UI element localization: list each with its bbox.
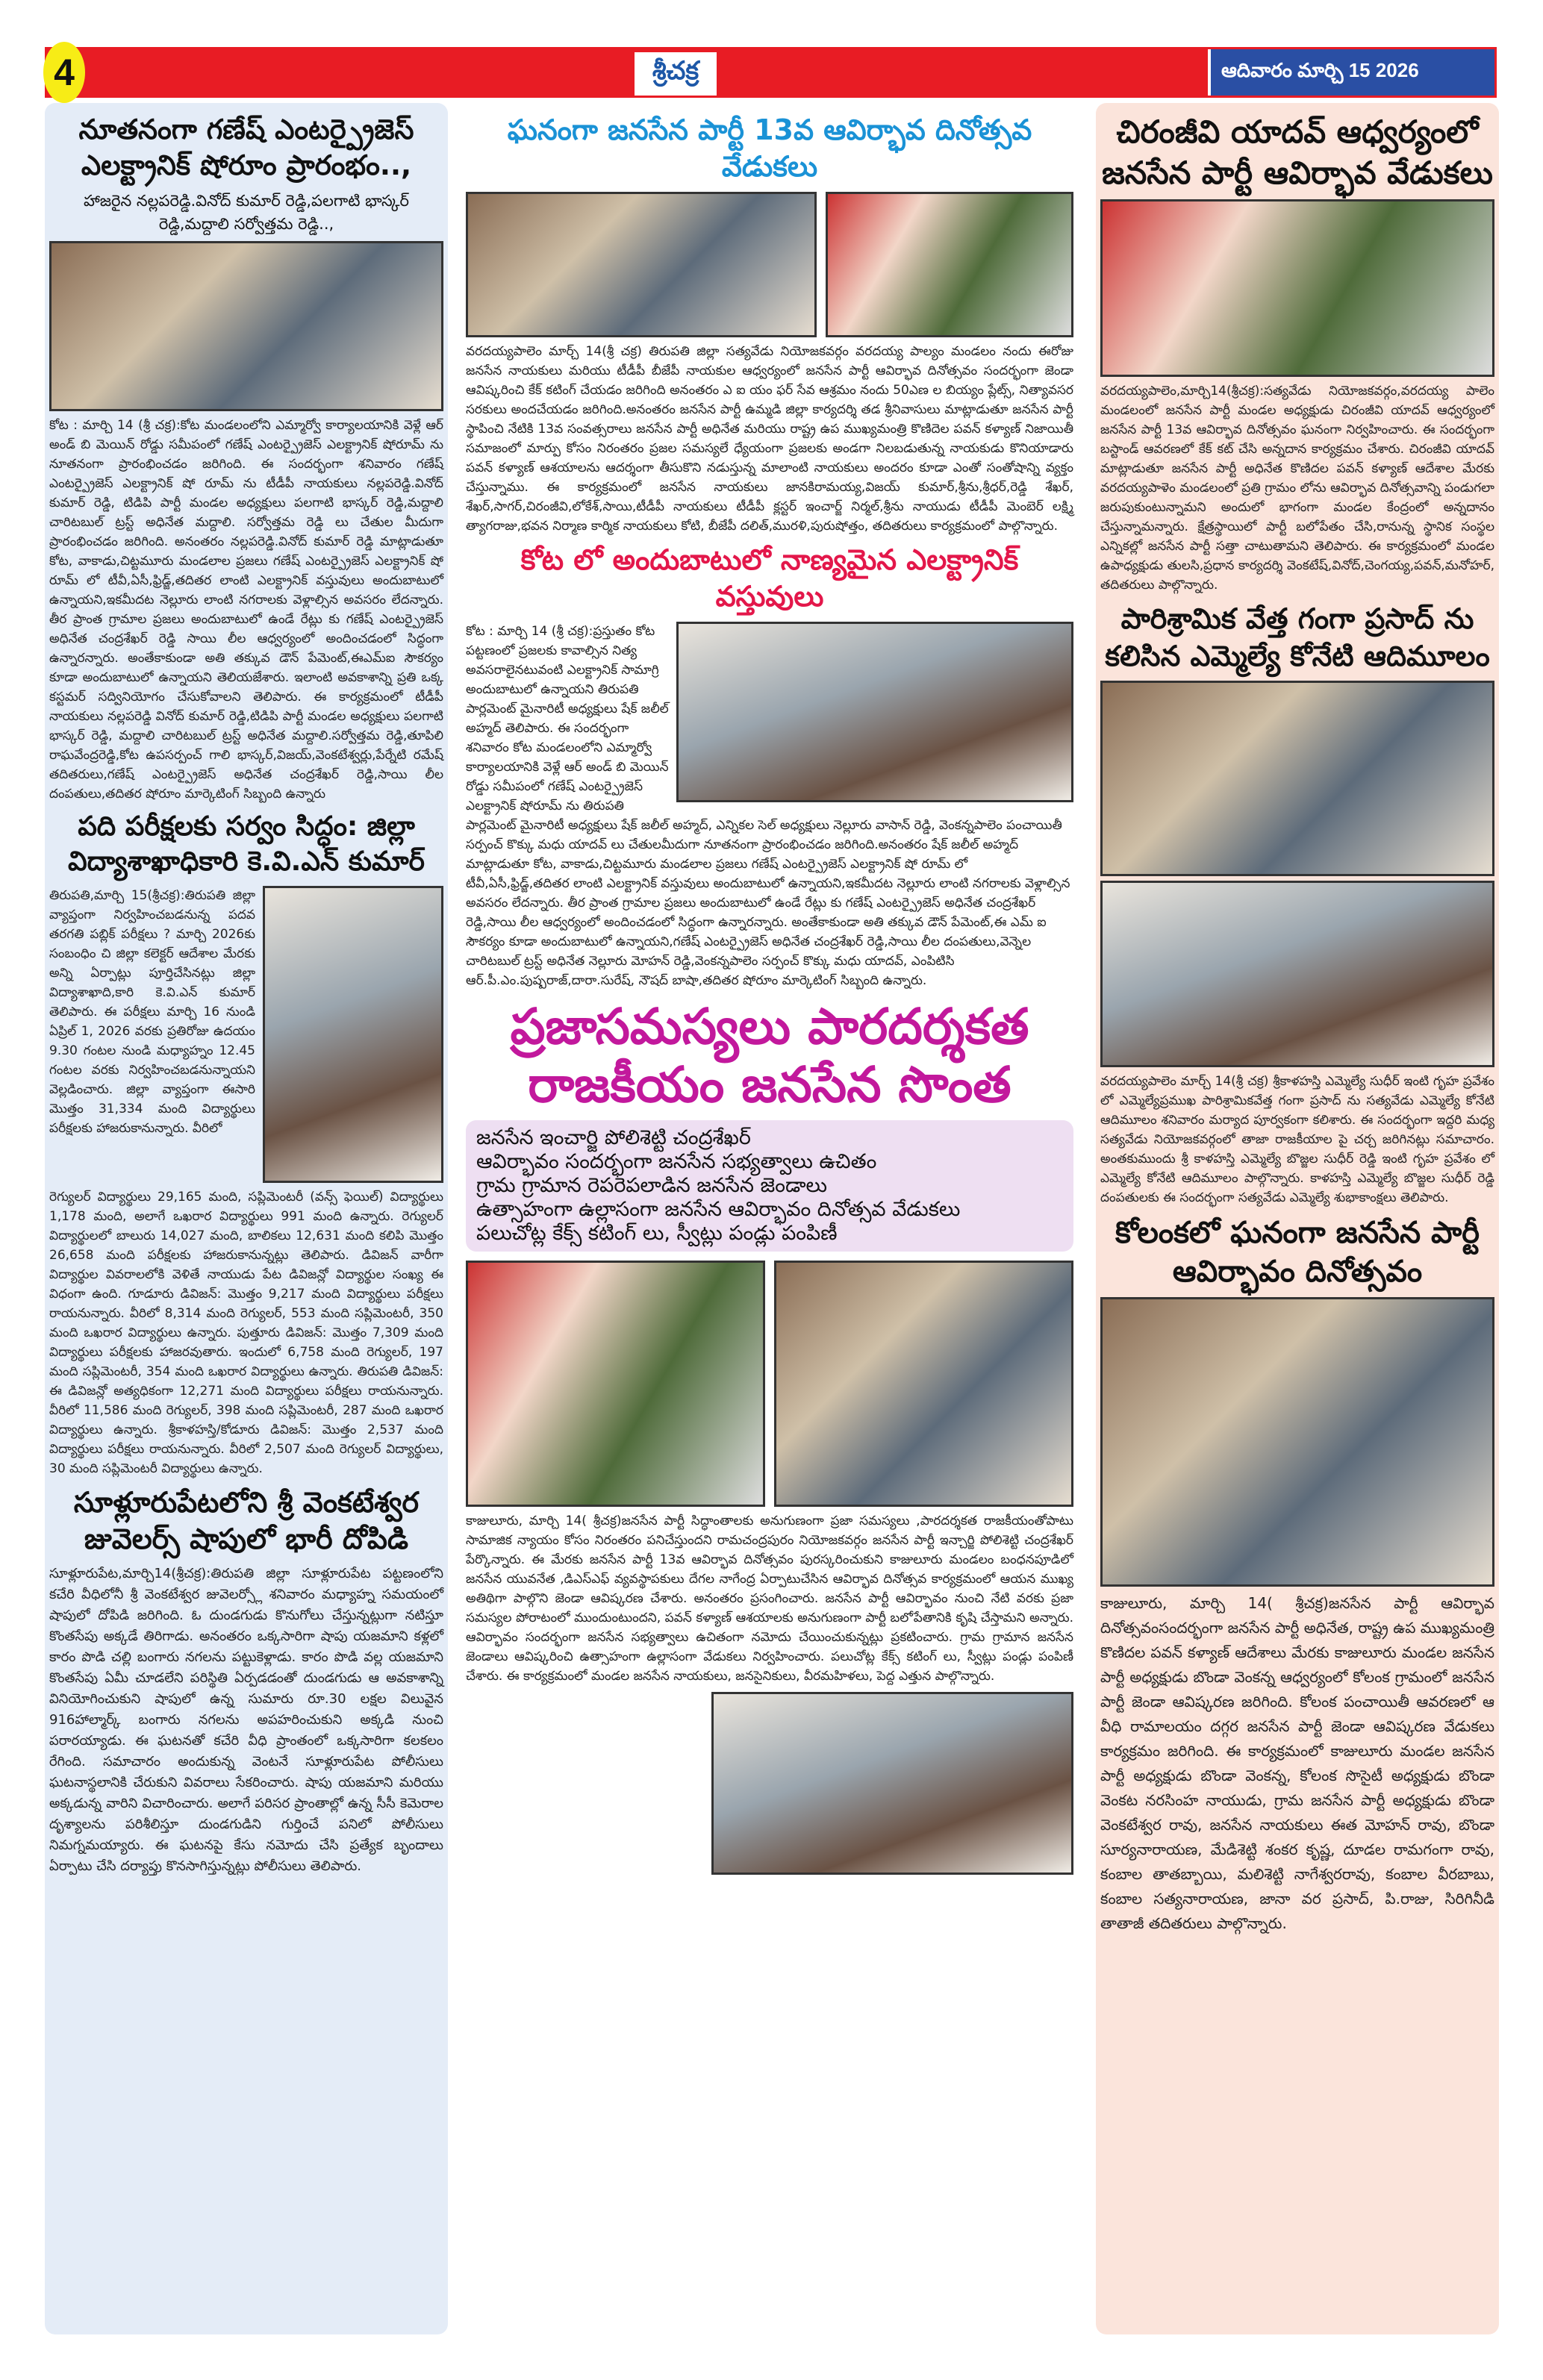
photo-deo-kvn-kumar — [263, 886, 443, 1183]
article-body-ssc-exams-top: తిరుపతి,మార్చి 15(శ్రీచక్ర):తిరుపతి జిల్లా వ్యాప్తంగా నిర్వహించబడనున్న పదవ తరగతి పబ్లిక్ పరీక్షలు ? మార్చి 2026కు సంబంధిం చి జిల్లా కలెక్టర్ ఆదేశాల మేరకు అన్ని ఏర్పాట్లు పూర్తిచేసినట్లు జిల్లా విద్యాశాఖాది,కారి కె.వి.ఎన్ కుమార్ తెలిపారు. ఈ పరీక్షలు మార్చి 16 నుండి ఏప్రిల్ 1, 2026 వరకు ప్రతిరోజు ఉదయం 9.30 గంటల నుండి మధ్యాహ్నం 12.45 గంటల వరకు నిర్వహించబడనున్నాయని వెల్లడించారు. జిల్లా వ్యాప్తంగా ఈసారి మొత్తం 31,334 మంది విద్యార్థులు పరీక్షలకు హాజరుకానున్నారు. వీరిలో — [49, 887, 255, 1136]
headline-chiranjeevi-yadav: చిరంజీవి యాదవ్ ఆధ్వర్యంలో జనసేన పార్టీ ఆవిర్భావ వేడుకలు — [1102, 113, 1493, 191]
highlights-box — [466, 1120, 1073, 1252]
photo-electronics-showroom — [676, 622, 1073, 802]
photo-annadanam — [1100, 199, 1494, 377]
photo-mla-group — [1100, 681, 1494, 876]
photo-janasena-celebration-group — [466, 192, 817, 337]
left-column-panel — [45, 103, 448, 2334]
headline-line-1: ప్రజాసమస్యలు పారదర్శకత — [510, 997, 1029, 1055]
highlight-line: గ్రామ గ్రామాన రెపరెపలాడిన జనసేన జెండాలు — [476, 1173, 827, 1197]
photo-janasena-leaders — [711, 1692, 1073, 1875]
headline-mla-meets-ganga-prasad: పారిశ్రామిక వేత్త గంగా ప్రసాద్ ను కలిసిన ఎమ్మెల్యే కోనేటి ఆదిమూలం — [1105, 602, 1490, 672]
right-column-panel — [1096, 103, 1499, 2334]
headline-transparent-politics — [466, 998, 1073, 1114]
headline-kota-electronics: కోట లో అందుబాటులో నాణ్యమైన ఎలక్ట్రానిక్ వస్తువులు — [520, 543, 1019, 613]
article-body-kota-electronics-bottom: జలీల్ అహ్మద్ మాట్లాడుతూ కోట, వాకాడు,చిట్టమూరు మండలాల ప్రజలు గణేష్ ఎంటర్ప్రైజెస్ ఎలక్ట్రానిక్ షో రూమ్ లో టీవీ,ఏసీ,ఫ్రిడ్జ్,తదితర లాంటి ఎలక్ట్రానిక్ వస్తువులు అందుబాటులో ఉన్నాయని,ఇకమీదట నెల్లూరు లాంటి నగరాలకు వెళ్లాల్సిన అవసరం లేదన్నారు. తీర ప్రాంత గ్రామాల ప్రజలు అందుబాటులో ఉండే రేట్లు కు గణేష్ ఎంటర్ప్రైజెస్ అధినేత చంద్రశేఖర్ రెడ్డి,సాయి లీల ఆధ్వర్యంలో అందించడంలో సిద్ధంగా ఉన్నారన్నారు. అంతేకాకుండా అతి తక్కువ డౌన్ పేమెంట్,ఈ ఎమ్ ఐ సౌకర్యం కూడా అందుబాటులో ఉన్నాయని,గణేష్ ఎంటర్ప్రైజెస్ అధినేత చంద్రశేఖర్ రెడ్డి,సాయి లీల దంపతులు,వెన్నెల చారిటబుల్ ట్రస్ట్ అధినేత నెల్లూరు మోహన్ రెడ్డి,వెంకన్నపాలెం సర్పంచ్ కొక్కు మధు యాదవ్, ఎంపిటిసి ఆర్.పీ.ఎం.పుష్పరాజ్,దారా.సురేష్, నౌషద్ బాషా,తదితర షోరూం మార్కెటింగ్ సిబ్బంది ఉన్నారు. — [466, 837, 1070, 988]
subhead-ganesh-showroom: హాజరైన నల్లపరెడ్డి.వినోద్ కుమార్ రెడ్డి,పలగాటి భాస్కర్ రెడ్డి,మద్దాలి సర్వోత్తమ రెడ్డి.., — [84, 192, 409, 233]
headline-jewellery-robbery: సూళ్లూరుపేటలోని శ్రీ వెంకటేశ్వర జువెలర్స్ షాపులో భారీ దోపిడి — [73, 1485, 420, 1556]
issue-date: ఆదివారం మార్చి 15 2026 — [1208, 49, 1494, 96]
highlight-line: ఆవిర్భావం సందర్భంగా జనసేన సభ్యత్వాలు ఉచితం — [476, 1149, 877, 1173]
article-body-chiranjeevi-yadav: వరదయ్యపాలెం,మార్చి14(శ్రీచక్ర):సత్యవేడు నియోజకవర్గం,వరదయ్య పాలెం మండలంలో జనసేన పార్టీ మండల అధ్యక్షుడు చిరంజీవి యాదవ్ ఆధ్వర్యంలో జనసేన పార్టీ 13వ ఆవిర్భావ దినోత్సవం ఘనంగా నిర్వహించారు. ఈ సందర్భంగా బస్టాండ్ ఆవరణలో కేక్ కట్ చేసి అన్నదాన కార్యక్రమం చేశారు. చిరంజీవి యాదవ్ మాట్లాడుతూ జనసేన పార్టీ అధినేత కొణిదల పవన్ కళ్యాణ్ ఆదేశాల మేరకు వరదయ్యపాళెం మండలంలో ప్రతి గ్రామం లోను ఆవిర్భావ దినోత్సవాన్ని పండుగలా జరుపుకుంటున్నామని అందులో భాగంగా మండల కేంద్రంలో అన్నదానం చేస్తున్నామన్నారు. క్షేత్రస్థాయిలో పార్టీ బలోపేతం చేసి,రానున్న స్థానిక సంస్థల ఎన్నికల్లో జనసేన పార్టీ సత్తా చాటుతామని తెలిపారు. ఈ కార్యక్రమంలో మండల ఉపాధ్యక్షుడు తులసి,ప్రధాన కార్యదర్శి వెంకటేష్,వినోద్,చెంగయ్య,పవన్,మనోహర్, తదితరులు పాల్గొన్నారు. — [1100, 384, 1494, 593]
photo-janasena-rally — [466, 1261, 765, 1507]
middle-column — [461, 103, 1078, 2334]
article-body-jewellery-robbery: సూళ్లూరుపేట,మార్చి14(శ్రీచక్ర):తిరుపతి జిల్లా సూళ్లూరుపేట పట్టణంలోని కచేరి వీధిలోనీ శ్రీ వెంకటేశ్వర జువెలర్స్లో శనివారం మధ్యాహ్న సమయంలో షాపులో దోపిడి జరిగింది. ఓ దుండగుడు కొనుగోలు చేస్తున్నట్లుగా నటిస్తూ కొంతసేపు అక్కడే తిరిగాడు. అనంతరం ఒక్కసారిగా షాపు యజమాని కళ్లలో కారం పొడి చల్లి బంగారు నగలను పట్టుకెళ్లాడు. కారం పొడి వల్ల యజమాని కొంతసేపు ఏమీ చూడలేని పరిస్థితి ఏర్పడడంతో దుండగుడు ఆ అవకాశాన్ని వినియోగించుకుని షాపులో ఉన్న సుమారు రూ.30 లక్షల విలువైన 916హాల్మార్క్ బంగారు నగలను అపహరించుకుని అక్కడి నుంచి పరారయ్యాడు. ఈ ఘటనతో కచేరి వీధి ప్రాంతంలో ఒక్కసారిగా కలకలం రేగింది. సమాచారం అందుకున్న వెంటనే సూళ్లూరుపేట పోలీసులు ఘటనాస్థలానికి చేరుకుని వివరాలు సేకరించారు. షాపు యజమాని మరియు అక్కడున్న వారిని విచారించారు. అలాగే పరిసర ప్రాంతాల్లో ఉన్న సీసీ కెమెరాల దృశ్యాలను పరిశీలిస్తూ దుండగుడిని గుర్తించే పనిలో పోలీసులు నిమగ్నమయ్యారు. ఈ ఘటనపై కేసు నమోదు చేసి ప్రత్యేక బృందాలు ఏర్పాటు చేసి దర్యాప్తు కొనసాగిస్తున్నట్లు పోలీసులు తెలిపారు. — [49, 1566, 443, 1875]
photo-janasena-cake-cutting — [826, 192, 1073, 337]
headline-janasena-13th-anniversary: ఘనంగా జనసేన పార్టీ 13వ ఆవిర్భావ దినోత్సవ వేడుకలు — [507, 113, 1032, 184]
photo-sweets-distribution — [774, 1261, 1073, 1507]
newspaper-logo: శ్రీచక్ర — [635, 52, 717, 96]
highlight-line: జనసేన ఇంచార్జి పోలిశెట్టి చంద్రశేఖర్ — [476, 1125, 751, 1149]
article-body-mla-meets-ganga-prasad: వరదయ్యపాలెం మార్చ్ 14(శ్రీ చక్ర) శ్రీకాళహస్తి ఎమ్మెల్యే సుధీర్ ఇంటి గృహ ప్రవేశం లో ఎమ్మెల్యేప్రముఖ పారిశ్రామికవేత్త గంగా ప్రసాద్ ను సత్యవేడు ఎమ్మెల్యే కోనేటి ఆదిమూలం శనివారం మర్యాద పూర్వకంగా కలిశారు. ఈ సందర్భంగా ఇద్దరి మధ్య సత్యవేడు నియోజకవర్గంలో తాజా రాజకీయాల పై చర్చ జరిగినట్లు సమాచారం. అంతకుముందు శ్రీ కాళహస్తి ఎమ్మెల్యే బొజ్జల సుధీర్ రెడ్డి ఇంటి గృహ ప్రవేశం లో ఎమ్మెల్యే కోనేటి ఆదిమూలం పాల్గొన్నారు. కాళహస్తి ఎమ్మెల్యే బొజ్జల సుధీర్ రెడ్డి దంపతులకు ఈ సందర్భంగా సత్యవేడు ఎమ్మెల్యే శుభాకాంక్షలు తెలిపారు. — [1100, 1073, 1494, 1205]
article-body-janasena-anniversary: వరదయ్యపాలెం మార్చ్ 14(శ్రీ చక్ర) తిరుపతి జిల్లా సత్యవేడు నియోజకవర్గం వరదయ్య పాల్యం మండలం నందు ఈరోజు జనసేన నాయకులు మరియు టీడీపీ బీజేపీ నాయకుల ఆధ్వర్యంలో జనసేన పార్టీ ఆవిర్భావ దినోత్సవం సందర్భంగా జెండా ఆవిష్కరించి కేక్ కటింగ్ చేయడం జరిగింది అనంతరం ఎ ఐ యం ఫర్ సేవ ఆశ్రమం నందు 50ఎణ ల బియ్యం ప్లేట్స్, నిత్యావసర సరకులు అందచేయడం జరిగింది.అనంతరం జనసేన పార్టీ ఉమ్మడి జిల్లా కార్యదర్శి తడ శ్రీనివాసులు మాట్లాడుతూ జనసేన పార్టీ స్థాపించి నేటికి 13వ సంవత్సరాలు జనసేన పార్టీ అధినేత మరియు రాష్ట్ర ఉప ముఖ్యమంత్రి కొణిదెల పవన్ కళ్యాణ్ నిజాయితీ సమాజంలో మార్పు కోసం నిరంతరం ప్రజల సమస్యలే ధ్యేయంగా ప్రజలకు అండగా నిలబడుతున్న నాయకుడు కొనియాడారు పవన్ కళ్యాణ్ ఆశయాలను ఆదర్శంగా తీసుకొని నడుస్తున్న మాలాంటి నాయకులు అందరం కూడా ఎంతో సంతోషాన్ని వ్యక్తం చేస్తున్నాము. ఈ కార్యక్రమంలో జనసేన నాయకులు జానకిరామయ్య,విజయ్ కుమార్,శ్రీను,శ్రీధర్,రెడ్డి శేఖర్, శేఖర్,సాగర్,చిరంజీవి,లోకేశ్,సాయి,టీడీపీ నాయకులు టీడీపీ క్లస్టర్ ఇంచార్జ్ నిర్మల్,శ్రీను నాయుడు టీడీపీ మెంబెర్ లక్ష్మి త్యాగరాజు,భవన నిర్మాణ కార్మిక నాయకులు కోటి, బీజేపీ దలిత్,మురళి,పురుషోత్తం, తదితరులు కార్యక్రమంలో పాల్గొన్నారు. — [466, 343, 1073, 534]
headline-ganesh-showroom: నూతనంగా గణేష్ ఎంటర్ప్రైజెస్ ఎలక్ట్రానిక్ షోరూం ప్రారంభం.., — [78, 113, 414, 182]
photo-kolanka-flag-hoisting — [1100, 1297, 1494, 1587]
page-number-badge: 4 — [43, 42, 85, 103]
article-body-transparent-politics: కాజులూరు, మార్చి 14( శ్రీచక్ర)జనసేన పార్టీ సిద్ధాంతాలకు అనుగుణంగా ప్రజా సమస్యలు ,పారదర్శకత రాజకీయంతోపాటు సామాజిక న్యాయం కోసం నిరంతరం పనిచేస్తుందని రామచంద్రపురం నియోజకవర్గం జనసేన పార్టీ ఇన్చార్జి పోలిశెట్టి చంద్రశేఖర్ పేర్కొన్నారు. ఈ మేరకు జనసేన పార్టీ 13వ ఆవిర్భావ దినోత్సవం పురస్కరించుకుని కాజులూరు మండలం బంధనపూడిలో జనసేన యువనేత ,డిఎస్ఎఫ్ వ్యవస్థాపకులు దేగల నాగేంద్ర ఏర్పాటుచేసిన ఆవిర్భావ దినోత్సవ కార్యక్రమంలో ఆయన ముఖ్య అతిథిగా పాల్గొని జెండా ఆవిష్కరణ చేశారు. అనంతరం ప్రసంగించారు. జనసేన పార్టీ ఆవిర్భావం నుంచి నేటి వరకు ప్రజా సమస్యల పోరాటంలో ముందుంటుందని, పవన్ కళ్యాణ్ ఆశయాలకు అనుగుణంగా పార్టీ బలోపేతానికి కృషి చేస్తామని అన్నారు. ఆవిర్భావం సందర్భంగా జనసేన సభ్యత్వాలు ఉచితంగా నమోదు చేయించుకున్నట్లు ప్రకటించారు. గ్రామ గ్రామాన జనసేన జెండాలు ఆవిష్కరించి ఉత్సాహంగా ఉల్లాసంగా వేడుకలు నిర్వహించారు. పలుచోట్ల కేక్స్ కటింగ్ లు, స్వీట్లు పండ్లు పంపిణీ చేశారు. ఈ కార్యక్రమంలో మండల జనసేన నాయకులు, జనసైనికులు, వీరమహిళలు, పెద్ద ఎత్తున పాల్గొన్నారు. — [466, 1513, 1073, 1684]
headline-ssc-exams: పది పరీక్షలకు సర్వం సిద్ధం: జిల్లా విద్యాశాఖాధికారి కె.వి.ఎన్ కుమార్ — [68, 811, 425, 877]
highlight-line: పలుచోట్ల కేక్స్ కటింగ్ లు, స్వీట్లు పండ్లు పంపిణీ — [476, 1221, 838, 1245]
article-body-ganesh-showroom: కోట : మార్చి 14 (శ్రీ చక్ర):కోట మండలంలోని ఎమ్మార్వో కార్యాలయానికి వెళ్లే ఆర్ అండ్ బి మెయిన్ రోడ్డు సమీపంలో గణేష్ ఎంటర్ప్రైజెస్ ఎలక్ట్రానిక్ షోరూమ్ ను నూతనంగా ప్రారంభించడం జరిగింది. ఈ సందర్భంగా శనివారం గణేష్ ఎంటర్ప్రైజెస్ ఎలక్ట్రానిక్ షో రూమ్ ను టీడీపీ నాయకులు నల్లపరెడ్డి.వినోద్ కుమార్ రెడ్డి, టిడిపి పార్టీ మండల అధ్యక్షులు పలగాటి భాస్కర్ రెడ్డి,మద్దాలి చారిటబుల్ ట్రస్ట్ అధినేత మద్దాలి. సర్వోత్తమ రెడ్డి లు చేతుల మీదుగా ప్రారంభించడం జరిగింది. అనంతరం నల్లపరెడ్డి.వినోద్ కుమార్ రెడ్డి మాట్లాడుతూ కోట, వాకాడు,చిట్టమూరు మండలాల ప్రజలు గణేష్ ఎంటర్ప్రైజెస్ ఎలక్ట్రానిక్ షో రూమ్ లో టీవీ,ఏసీ,ఫ్రిడ్జ్,తదితర లాంటి ఎలక్ట్రానిక్ వస్తువులు అందుబాటులో ఉన్నాయని,ఇకమీదట నెల్లూరు లాంటి నగరాలకు వెళ్లాల్సిన అవసరం లేదన్నారు. తీర ప్రాంత గ్రామాల ప్రజలు అందుబాటులో ఉండే రేట్లు కు గణేష్ ఎంటర్ప్రైజెస్ అధినేత చంద్రశేఖర్ రెడ్డి సాయి లీల ఆధ్వర్యంలో అందించడంలో సిద్ధంగా ఉన్నారన్నారు. అంతేకాకుండా అతి తక్కువ డౌన్ పేమెంట్,ఈఎమ్ఐ సౌకర్యం కూడా అందుబాటులో ఉన్నాయని తెలియజేశారు. ఇలాంటి అవకాశాన్ని ప్రతి ఒక్క కస్టమర్ సద్వినియోగం చేసుకోవాలని తెలిపారు. ఈ కార్యక్రమంలో టీడీపీ నాయకులు నల్లపరెడ్డి వినోద్ కుమార్ రెడ్డి,టిడిపి పార్టీ మండల అధ్యక్షులు పలగాటి భాస్కర్ రెడ్డి, మద్దాలి చారిటబుల్ ట్రస్ట్ అధినేత మద్దాలి.సర్వోత్తమ రెడ్డి,తూపిలి రాఘవేంద్రరెడ్డి,కోట ఉపసర్పంచ్ గాలి భాస్కర్,విజయ్,వెంకటేశ్వర్లు,పేర్నేటి రమేష్ తదితరులు,గణేష్ ఎంటర్ప్రైజెస్ అధినేత చంద్రశేఖర్ రెడ్డి,సాయి లీల దంపతులు,తదితర షోరూం మార్కెటింగ్ సిబ్బంది ఉన్నారు — [49, 418, 443, 802]
article-body-kota-electronics-top: కోట : మార్చి 14 (శ్రీ చక్ర):ప్రస్తుతం కోట పట్టణంలో ప్రజలకు కావాల్సిన నిత్య అవసరాలైనటువంటి ఎలక్ట్రానిక్ సామాగ్రి అందుబాటులో ఉన్నాయని తిరుపతి పార్లమెంట్ మైనారిటీ అధ్యక్షులు షేక్ జలీల్ అహ్మద్ తెలిపారు. ఈ సందర్భంగా శనివారం కోట మండలంలోని ఎమ్మార్వో కార్యాలయానికి వెళ్లే ఆర్ అండ్ బి మెయిన్ రోడ్డు సమీపంలో గణేష్ ఎంటర్ప్రైజెస్ ఎలక్ట్రానిక్ షోరూమ్ ను తిరుపతి పార్లమెంట్ మైనారిటీ అధ్యక్షులు షేక్ జలీల్ అహ్మద్, ఎన్నికల సెల్ అధ్యక్షులు నెల్లూరు వాసాన్ రెడ్డి, వెంకన్నపాలెం పంచాయితీ సర్పంచ్ కొక్కు మధు యాదవ్ లు చేతులమీదుగా నూతనంగా ప్రారంభించడం జరిగింది.అనంతరం షేక్ — [466, 623, 1062, 852]
highlight-line: ఉత్సాహంగా ఉల్లాసంగా జనసేన ఆవిర్భావం దినోత్సవ వేడుకలు — [476, 1197, 961, 1221]
article-body-ssc-exams-bottom: రెగ్యులర్ విద్యార్థులు 29,165 మంది, సప్లిమెంటరీ (వన్స్ ఫెయిల్) విద్యార్థులు 1,178 మంది, అలాగే ఒఖరార విద్యార్థులు 991 మంది ఉన్నారు. రెగ్యులర్ విద్యార్థులలో బాలురు 14,027 మంది, బాలికలు 12,631 మంది కలిపి మొత్తం 26,658 మంది పరీక్షలకు హాజరుకానున్నట్లు తెలిపారు. డివిజన్ వారీగా విద్యార్థుల వివరాలలోకి వెళితే నాయుడు పేట డివిజన్లో విద్యార్థుల సంఖ్య ఈ విధంగా ఉంది. గూడూరు డివిజన్: మొత్తం 9,217 మంది విద్యార్థులు పరీక్షలు రాయనున్నారు. వీరిలో 8,314 మంది రెగ్యులర్, 553 మంది సప్లిమెంటరీ, 350 మంది ఒఖరార విద్యార్థులు ఉన్నారు. పుత్తూరు డివిజన్: మొత్తం 7,309 మంది విద్యార్థులు పరీక్షలకు హాజరవుతారు. ఇందులో 6,758 మంది రెగ్యులర్, 197 మంది సప్లిమెంటరీ, 354 మంది ఒఖరార విద్యార్థులు ఉన్నారు. తిరుపతి డివిజన్: ఈ డివిజన్లో అత్యధికంగా 12,271 మంది విద్యార్థులు పరీక్షలు రాయనున్నారు. వీరిలో 11,586 మంది రెగ్యులర్, 398 మంది సప్లిమెంటరీ, 287 మంది ఒఖరార విద్యార్థులు ఉన్నారు. శ్రీకాళహస్తి/కోడూరు డివిజన్: మొత్తం 2,537 మంది విద్యార్థులు పరీక్షలు రాయనున్నారు. వీరిలో 2,507 మంది రెగ్యులర్ విద్యార్థులు, 30 మంది సప్లిమెంటరీ విద్యార్థులు ఉన్నారు. — [49, 1189, 443, 1476]
article-body-kolanka-janasena: కాజులూరు, మార్చి 14( శ్రీచక్ర)జనసేన పార్టీ ఆవిర్భావ దినోత్సవంసందర్భంగా జనసేన పార్టీ అధినేత, రాష్ట్ర ఉప ముఖ్యమంత్రి కొణిదల పవన్ కళ్యాణ్ ఆదేశాలు మేరకు కాజులూరు మండల జనసేన పార్టీ అధ్యక్షుడు బొండా వెంకన్న ఆధ్వర్యంలో కోలంక గ్రామంలో జనసేన పార్టీ జెండా ఆవిష్కరణ జరిగింది. కోలంక పంచాయితీ ఆవరణలో ఆ వీధి రామాలయం దగ్గర జనసేన పార్టీ జెండా ఆవిష్కరణ వేడుకలు కార్యక్రమం జరిగింది. ఈ కార్యక్రమంలో కాజులూరు మండల జనసేన పార్టీ అధ్యక్షుడు బొండా వెంకన్న, కోలంక సొసైటీ అధ్యక్షుడు బొండా వెంకట నరసింహ నాయుడు, గ్రామ జనసేన పార్టీ అధ్యక్షుడు బొండా వెంకటేశ్వర రావు, జనసేన నాయకులు ఈత మోహన్ రావు, బొండా సూర్యనారాయణ, మేడిశెట్టి శంకర కృష్ణ, దూడల రామగంగా రావు, కంబాల తాతబ్బాయి, మలిశెట్టి నాగేశ్వరరావు, కంబాల వీరబాబు, కంబాల సత్యనారాయణ, జానా వర ప్రసాద్, పి.రాజు, సిరిగినీడి తాతాజీ తదితరులు పాల్గొన్నారు. — [1100, 1593, 1494, 1932]
headline-line-2: రాజకీయం జనసేన సొంత — [528, 1055, 1011, 1114]
photo-showroom-opening — [49, 241, 443, 411]
headline-kolanka-janasena: కోలంకలో ఘనంగా జనసేన పార్టీ ఆవిర్భావం దినోత్సవం — [1115, 1215, 1480, 1289]
photo-mla-felicitation — [1100, 881, 1494, 1067]
